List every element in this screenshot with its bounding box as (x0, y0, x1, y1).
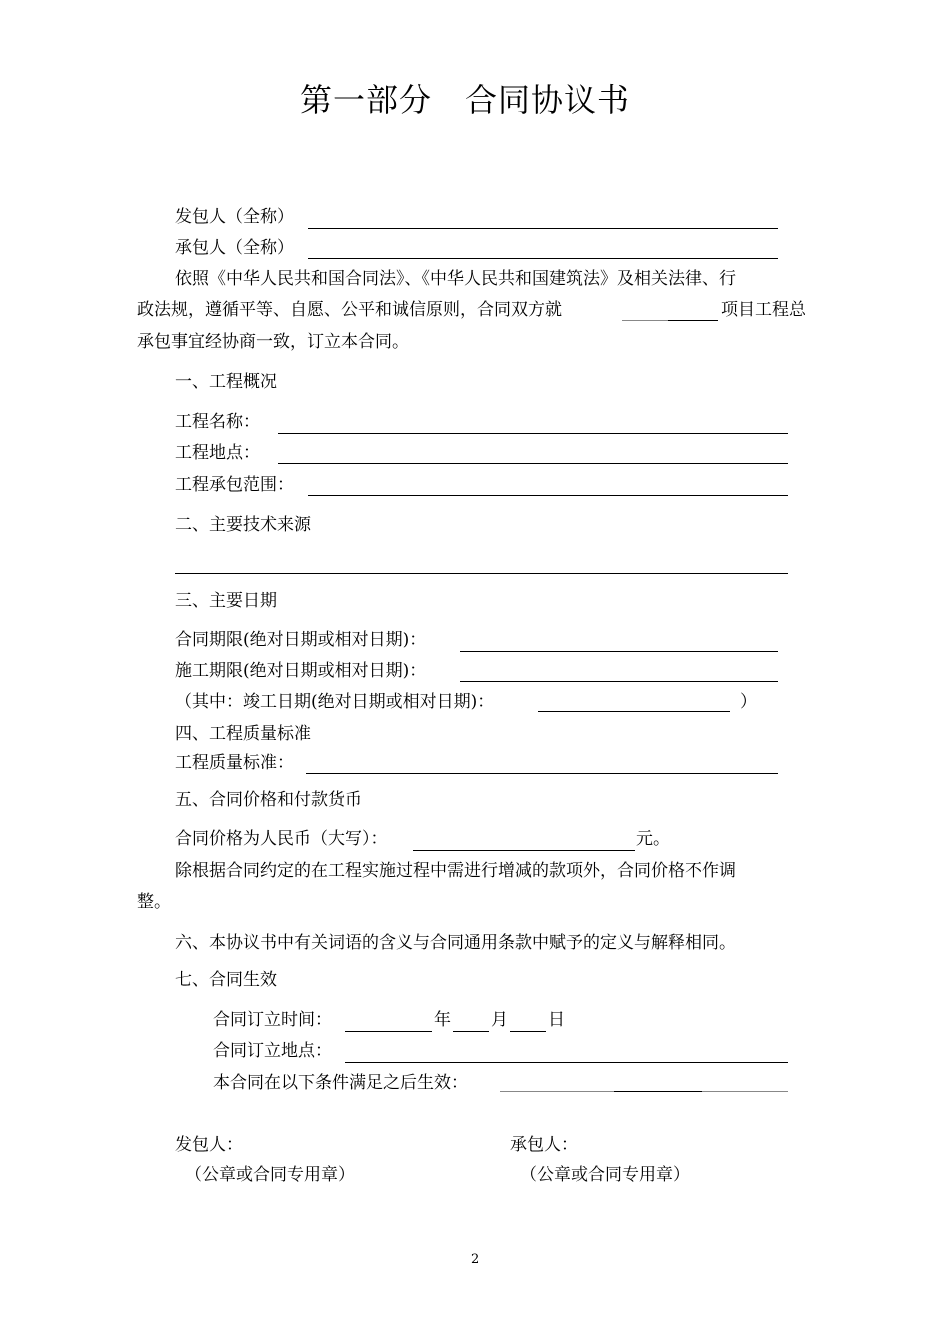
quality-standard-input-line[interactable] (306, 773, 778, 774)
sign-month-input-line[interactable] (453, 1031, 489, 1032)
sign-place-label: 合同订立地点： (213, 1041, 332, 1061)
month-label: 月 (491, 1010, 508, 1030)
tech-source-input-line[interactable] (175, 573, 788, 574)
effective-condition-thin-right[interactable] (702, 1091, 788, 1092)
effective-condition-label: 本合同在以下条件满足之后生效： (213, 1073, 468, 1093)
contractor-signature-label: 承包人： (510, 1135, 578, 1155)
employer-name-field[interactable] (308, 228, 778, 229)
intro-line-1: 依照《中华人民共和国合同法》、《中华人民共和国建筑法》及相关法律、行 (175, 269, 736, 289)
contract-period-input-line[interactable] (460, 651, 778, 652)
sign-time-label: 合同订立时间： (213, 1010, 332, 1030)
year-label: 年 (434, 1010, 451, 1030)
sign-day-input-line[interactable] (510, 1031, 546, 1032)
completion-date-input-line[interactable] (538, 711, 730, 712)
price-adjust-line-1: 除根据合同约定的在工程实施过程中需进行增减的款项外，合同价格不作调 (175, 861, 736, 881)
sign-place-input-line[interactable] (345, 1062, 788, 1063)
day-label: 日 (548, 1010, 565, 1030)
effective-condition-thin-left[interactable] (500, 1091, 614, 1092)
contract-price-label: 合同价格为人民币（大写）： (175, 829, 388, 849)
construction-period-label: 施工期限(绝对日期或相对日期)： (175, 661, 427, 681)
section-6-text: 六、本协议书中有关词语的含义与合同通用条款中赋予的定义与解释相同。 (175, 933, 736, 953)
section-2-heading: 二、主要技术来源 (175, 515, 311, 535)
intro-line-2-before: 政法规，遵循平等、自愿、公平和诚信原则，合同双方就 (137, 300, 562, 320)
page-title: 第一部分 合同协议书 (300, 81, 631, 119)
contractor-seal-note: （公章或合同专用章） (520, 1165, 690, 1185)
project-name-field-thin[interactable] (622, 320, 668, 321)
contractor-name-field[interactable] (308, 258, 778, 259)
project-name-input-line[interactable] (278, 433, 788, 434)
intro-line-3: 承包事宜经协商一致，订立本合同。 (137, 332, 409, 352)
section-4-heading: 四、工程质量标准 (175, 724, 311, 744)
section-1-heading: 一、工程概况 (175, 372, 277, 392)
section-5-heading: 五、合同价格和付款货币 (175, 790, 362, 810)
section-7-heading: 七、合同生效 (175, 970, 277, 990)
construction-period-input-line[interactable] (460, 681, 778, 682)
intro-line-2-after: 项目工程总 (721, 300, 806, 320)
project-location-input-line[interactable] (278, 463, 788, 464)
price-adjust-line-2: 整。 (137, 892, 171, 912)
employer-seal-note: （公章或合同专用章） (185, 1165, 355, 1185)
project-name-field[interactable] (668, 320, 718, 321)
project-location-label: 工程地点： (175, 443, 260, 463)
contract-price-input-line[interactable] (413, 850, 635, 851)
project-scope-input-line[interactable] (308, 495, 788, 496)
project-scope-label: 工程承包范围： (175, 475, 294, 495)
contract-period-label: 合同期限(绝对日期或相对日期)： (175, 630, 427, 650)
contractor-label: 承包人（全称） (175, 238, 294, 258)
contract-price-unit: 元。 (636, 829, 670, 849)
section-3-heading: 三、主要日期 (175, 591, 277, 611)
quality-standard-label: 工程质量标准： (175, 753, 294, 773)
effective-condition-input-line[interactable] (614, 1091, 702, 1092)
sign-year-input-line[interactable] (345, 1031, 432, 1032)
employer-signature-label: 发包人： (175, 1135, 243, 1155)
completion-date-label: （其中：竣工日期(绝对日期或相对日期)： (175, 692, 495, 712)
employer-label: 发包人（全称） (175, 207, 294, 227)
completion-date-close: ） (740, 692, 757, 712)
page-number: 2 (471, 1252, 480, 1267)
project-name-label: 工程名称： (175, 412, 260, 432)
